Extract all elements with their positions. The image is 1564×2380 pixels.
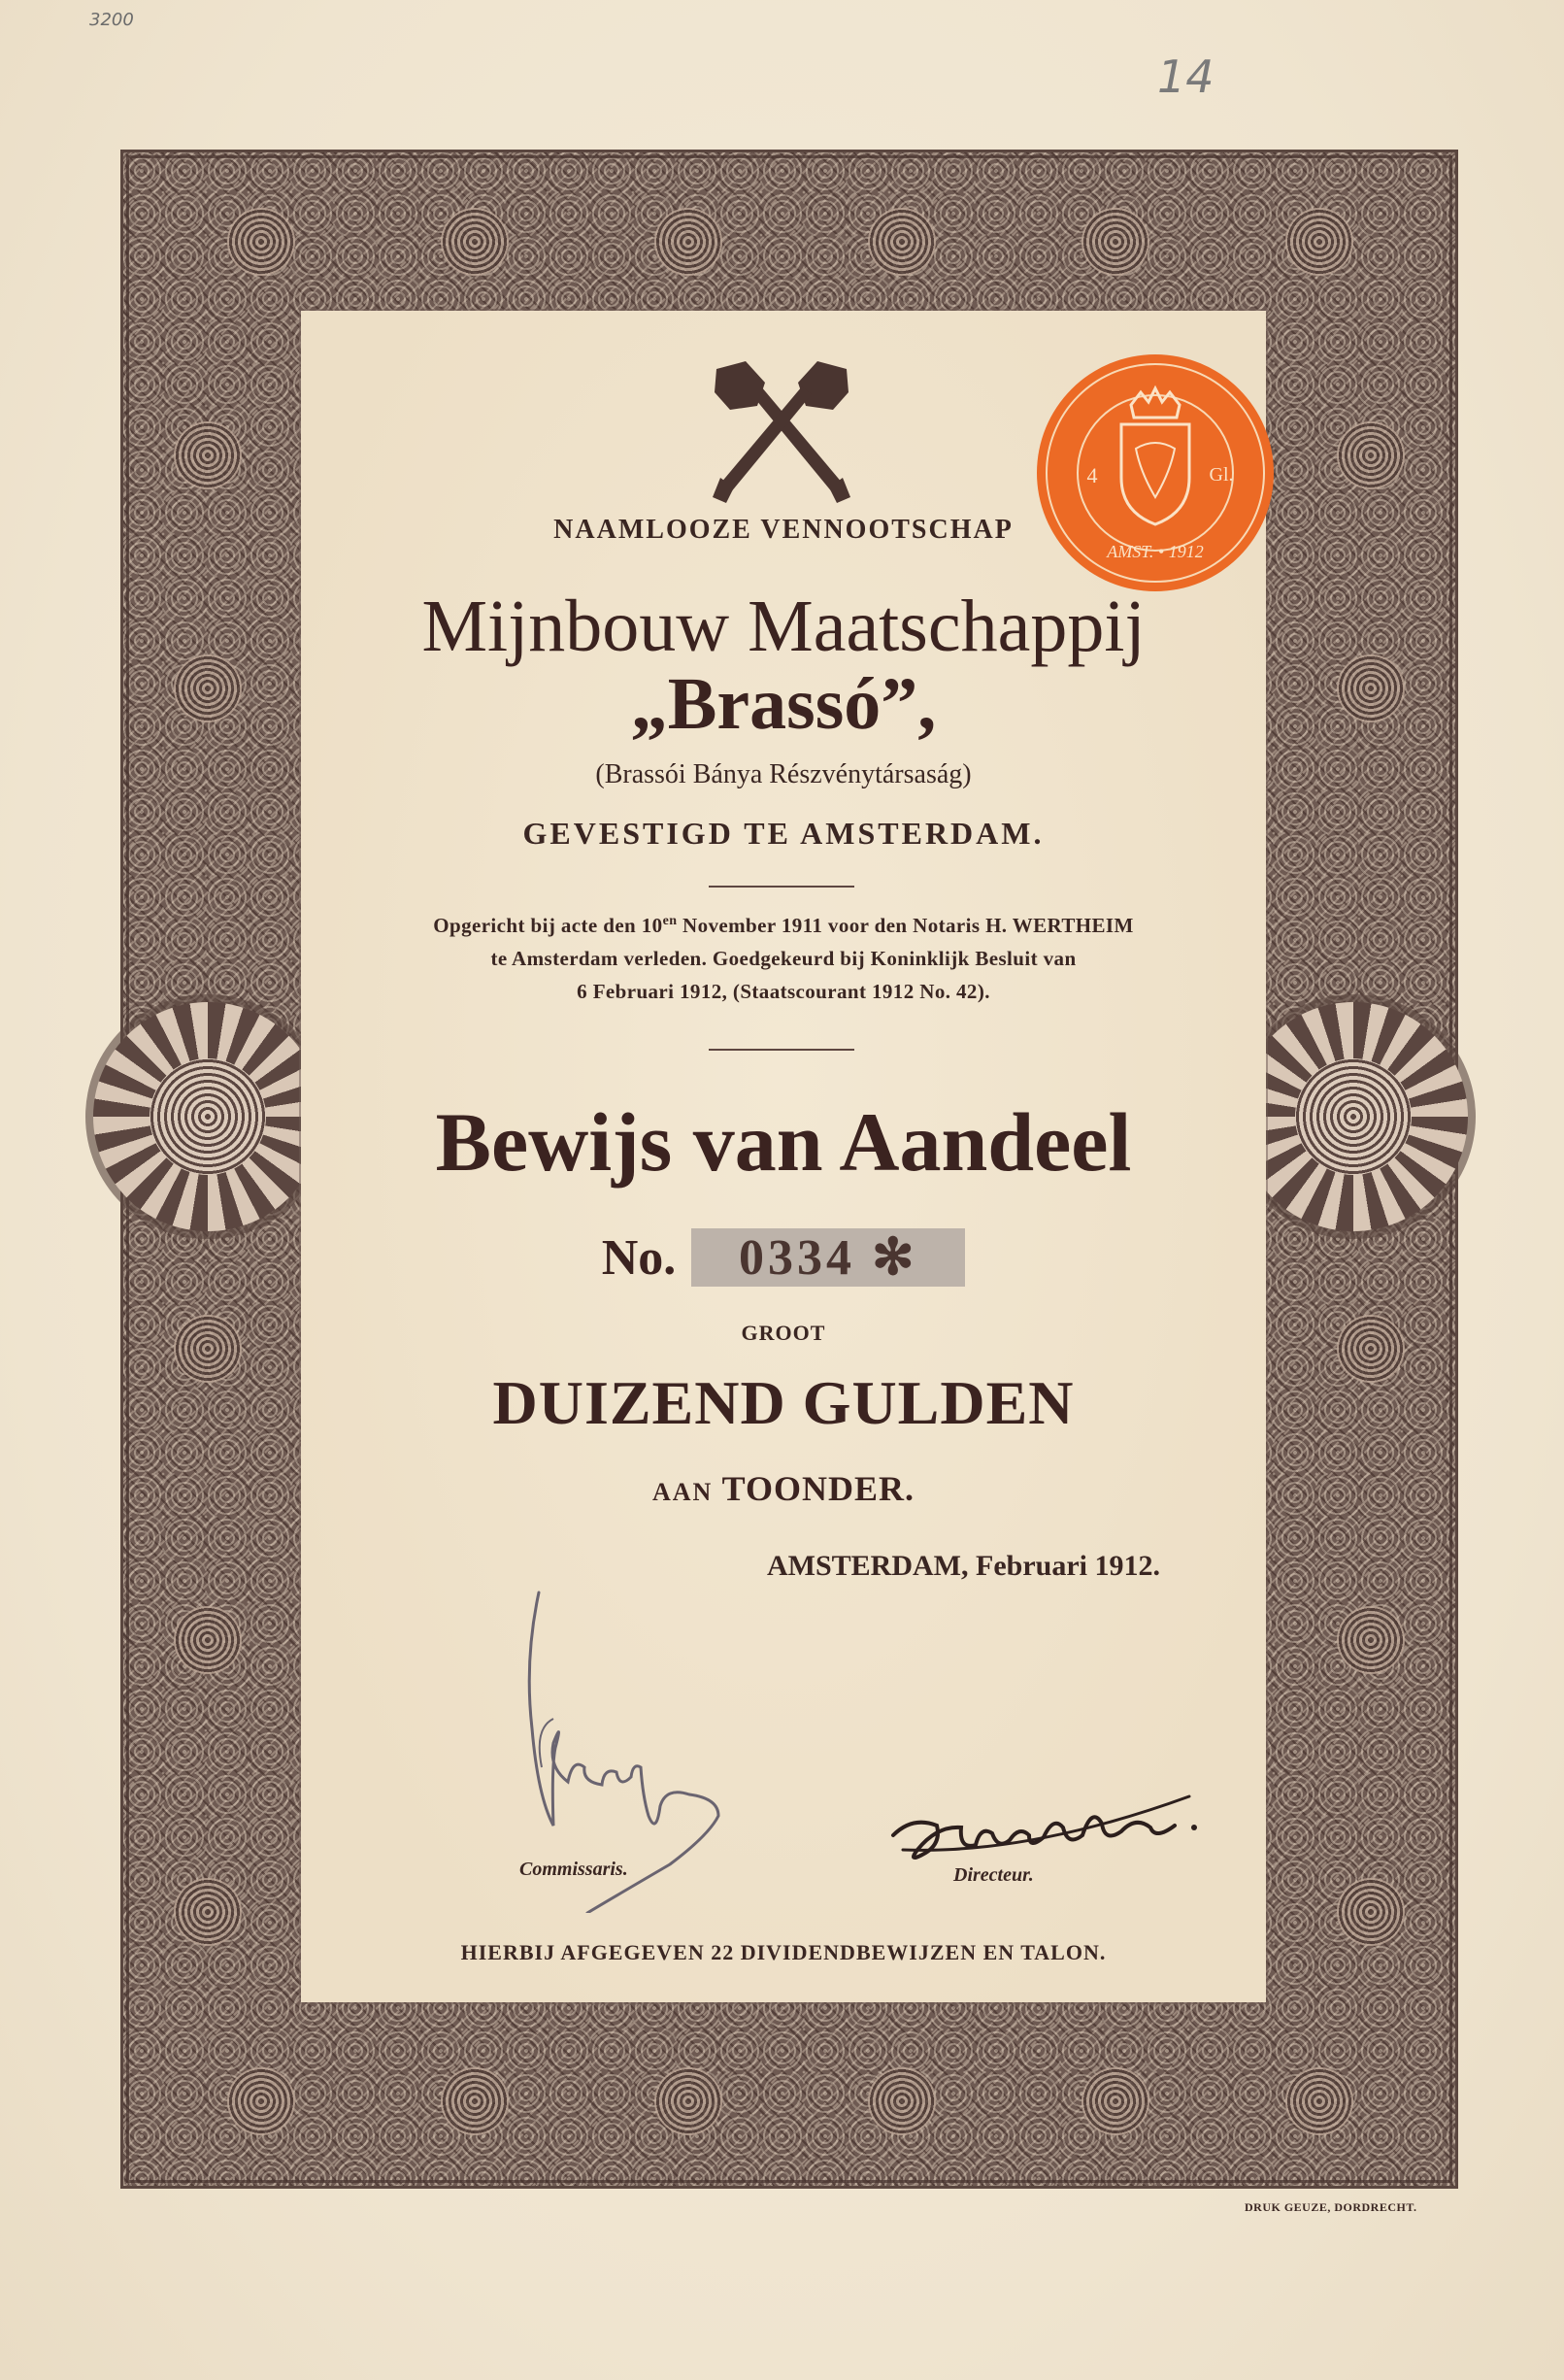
svg-text:4: 4 xyxy=(1086,463,1098,487)
border-rosette xyxy=(868,208,936,276)
pencil-note-top-left: 3200 xyxy=(89,10,134,30)
border-rosette xyxy=(174,654,242,722)
bearer-text: TOONDER. xyxy=(721,1469,915,1508)
certificate-title: Bewijs van Aandeel xyxy=(435,1095,1132,1189)
company-name: Mijnbouw Maatschappij xyxy=(421,586,1146,667)
border-rosette xyxy=(1081,2067,1149,2135)
hammers-emblem-icon xyxy=(709,352,854,507)
left-medallion xyxy=(93,1002,322,1231)
border-rosette xyxy=(174,421,242,489)
commissaris-label: Commissaris. xyxy=(519,1859,628,1880)
right-medallion xyxy=(1239,1002,1468,1231)
border-rosette xyxy=(1337,1606,1405,1674)
border-rosette xyxy=(227,208,295,276)
company-type: NAAMLOOZE VENNOOTSCHAP xyxy=(553,515,1014,545)
border-rosette xyxy=(1285,208,1353,276)
nominal-amount: DUIZEND GULDEN xyxy=(492,1368,1075,1437)
registered-seat: GEVESTIGD TE AMSTERDAM. xyxy=(522,816,1045,851)
number-label: No. xyxy=(601,1230,677,1286)
coupons-note: HIERBIJ AFGEGEVEN 22 DIVIDENDBEWIJZEN EN TALON. xyxy=(460,1940,1107,1964)
svg-text:AMST. • 1912: AMST. • 1912 xyxy=(1107,542,1204,561)
border-rosette xyxy=(868,2067,936,2135)
border-rosette xyxy=(174,1315,242,1383)
directeur-signature-icon xyxy=(883,1758,1204,1884)
share-number xyxy=(301,1228,1266,1287)
border-rosette xyxy=(1285,2067,1353,2135)
border-rosette xyxy=(1337,1315,1405,1383)
border-rosette xyxy=(654,2067,722,2135)
border-rosette xyxy=(654,208,722,276)
border-rosette xyxy=(441,208,509,276)
revenue-stamp-icon xyxy=(1034,352,1277,594)
border-rosette xyxy=(174,1878,242,1946)
printer-mark: DRUK GEUZE, DORDRECHT. xyxy=(1245,2200,1417,2214)
founding-line-3: 6 Februari 1912, (Staatscourant 1912 No. 42). xyxy=(577,980,990,1003)
border-rosette xyxy=(1337,654,1405,722)
groot-label: GROOT xyxy=(741,1321,826,1345)
bearer-prefix: AAN xyxy=(651,1478,714,1506)
founding-line-2: te Amsterdam verleden. Goedgekeurd bij Koninklijk Besluit van xyxy=(490,947,1077,970)
divider xyxy=(709,1049,854,1051)
border-rosette xyxy=(1337,421,1405,489)
company-name-brasso: „Brassó”, xyxy=(630,663,937,745)
pencil-note-top-right: 14 xyxy=(1157,50,1215,103)
number-value: 0334 ✻ xyxy=(691,1228,965,1287)
divider xyxy=(709,886,854,888)
hungarian-name: (Brassói Bánya Részvénytársaság) xyxy=(595,759,972,789)
border-rosette xyxy=(441,2067,509,2135)
border-rosette xyxy=(174,1606,242,1674)
border-rosette xyxy=(1081,208,1149,276)
bearer-line xyxy=(301,1468,1266,1509)
border-rosette xyxy=(227,2067,295,2135)
directeur-label: Directeur. xyxy=(953,1864,1034,1886)
founding-text xyxy=(301,905,1266,1008)
place-date: AMSTERDAM, Februari 1912. xyxy=(767,1550,1160,1582)
founding-line-1: Opgericht bij acte den $10^{en}$ November 1911 voor den Notaris H. WERTHEIM xyxy=(433,914,1134,937)
certificate-body xyxy=(301,311,1266,2002)
svg-text:Gl.: Gl. xyxy=(1209,464,1234,486)
border-rosette xyxy=(1337,1878,1405,1946)
